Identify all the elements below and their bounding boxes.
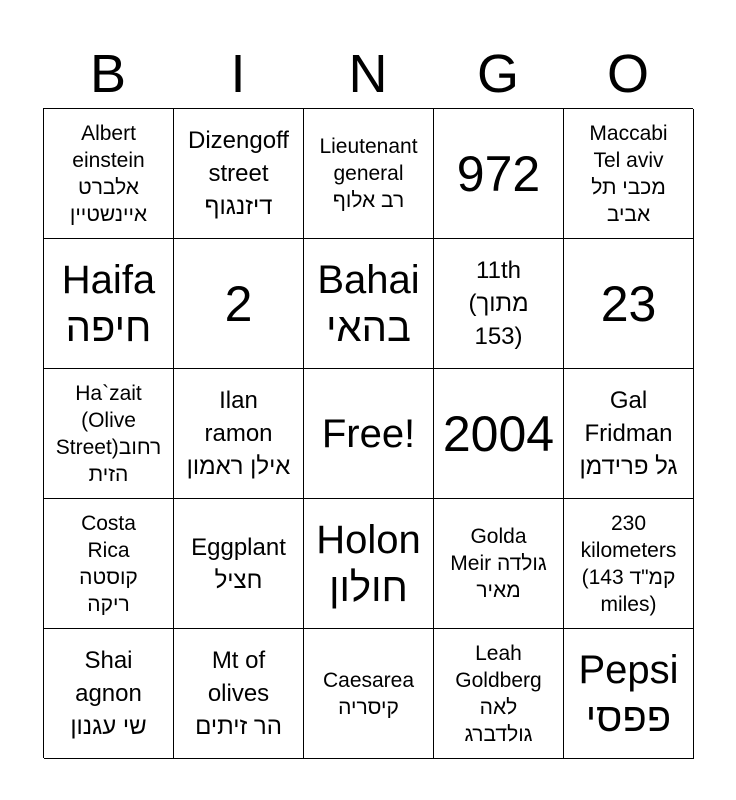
bingo-cell-r5c4[interactable]: Leah Goldberg לאה גולדברג [434, 629, 564, 759]
bingo-cell-r2c2[interactable]: 2 [174, 239, 304, 369]
bingo-cell-r1c5[interactable]: Maccabi Tel aviv מכבי תל אביב [564, 109, 694, 239]
bingo-cell-r3c2[interactable]: Ilan ramon אילן ראמון [174, 369, 304, 499]
header-letter-b: B [89, 44, 127, 104]
bingo-cell-r3c1[interactable]: Ha`zait (Olive Street)רחוב הזית [44, 369, 174, 499]
bingo-header [43, 40, 693, 108]
bingo-cell-r1c2[interactable]: Dizengoff street דיזנגוף [174, 109, 304, 239]
bingo-cell-r5c3[interactable]: Caesarea קיסריה [304, 629, 434, 759]
bingo-cell-r4c5[interactable]: 230 kilometers (143 קמ"ד miles) [564, 499, 694, 629]
bingo-cell-r2c1[interactable]: Haifa חיפה [44, 239, 174, 369]
bingo-card-grid [43, 108, 693, 758]
bingo-cell-r4c3[interactable]: Holon חולון [304, 499, 434, 629]
bingo-cell-r3c5[interactable]: Gal Fridman גל פרידמן [564, 369, 694, 499]
bingo-cell-r4c1[interactable]: Costa Rica קוסטה ריקה [44, 499, 174, 629]
header-letter-g: G [476, 44, 519, 104]
bingo-cell-r3c4[interactable]: 2004 [434, 369, 564, 499]
header-letter-n: N [348, 44, 388, 104]
bingo-cell-r2c5[interactable]: 23 [564, 239, 694, 369]
bingo-cell-free[interactable]: Free! [304, 369, 434, 499]
bingo-cell-r5c5[interactable]: Pepsi פפסי [564, 629, 694, 759]
bingo-cell-r1c3[interactable]: Lieutenant general רב אלוף [304, 109, 434, 239]
header-letter-i: I [230, 44, 246, 104]
bingo-cell-r4c4[interactable]: Golda Meir גולדה מאיר [434, 499, 564, 629]
header-letter-o: O [606, 44, 649, 104]
bingo-cell-r1c1[interactable]: Albert einstein אלברט איינשטיין [44, 109, 174, 239]
bingo-cell-r1c4[interactable]: 972 [434, 109, 564, 239]
bingo-cell-r2c3[interactable]: Bahai בהאי [304, 239, 434, 369]
bingo-cell-r4c2[interactable]: Eggplant חציל [174, 499, 304, 629]
bingo-cell-r2c4[interactable]: 11th (מתוך 153) [434, 239, 564, 369]
bingo-cell-r5c2[interactable]: Mt of olives הר זיתים [174, 629, 304, 759]
bingo-cell-r5c1[interactable]: Shai agnon שי עגנון [44, 629, 174, 759]
